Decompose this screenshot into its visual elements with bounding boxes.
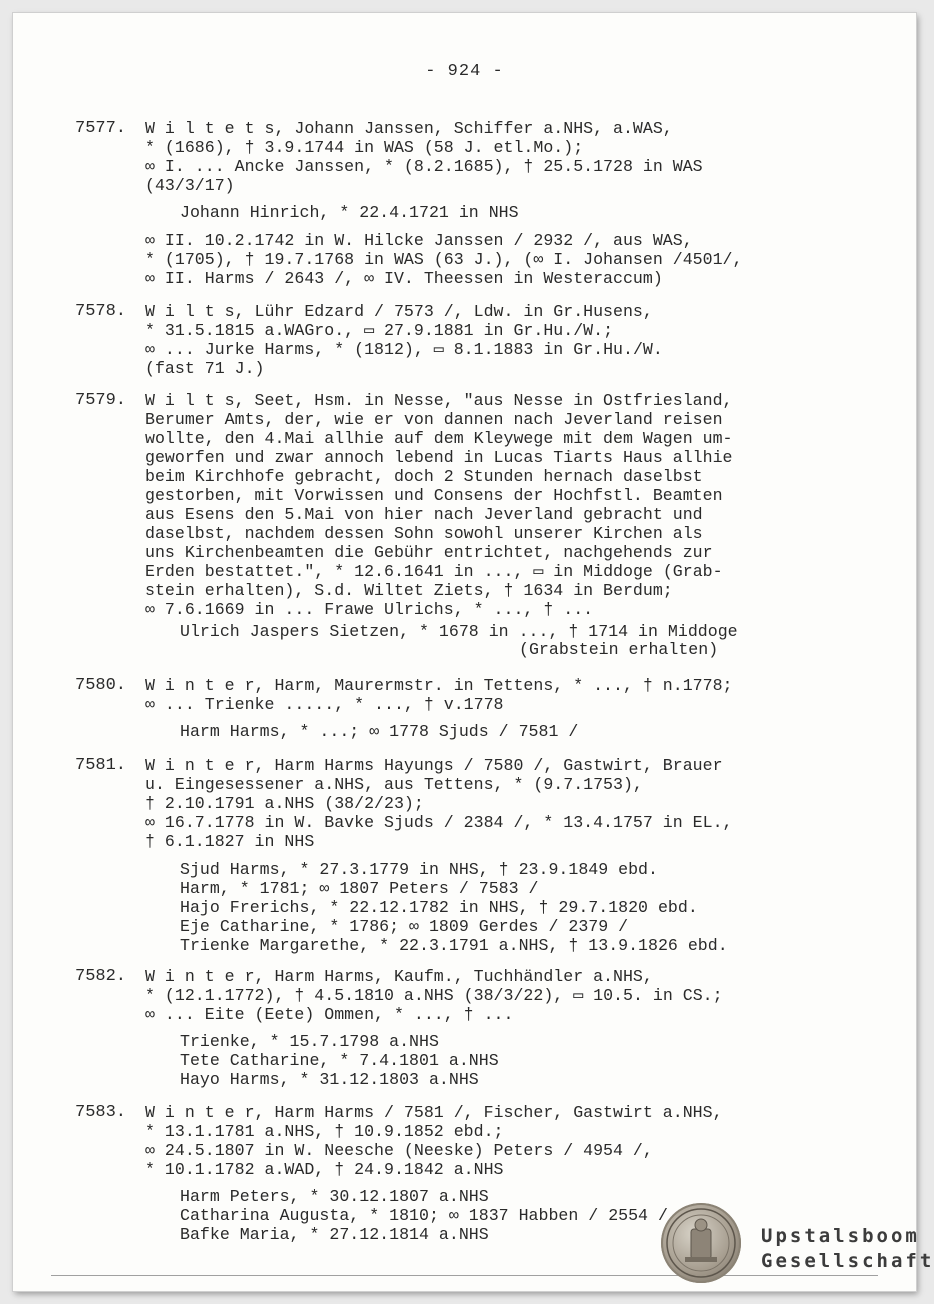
entry-line: ∞ ... Trienke ....., * ..., † v.1778	[145, 695, 504, 714]
child-line: Harm Peters, * 30.12.1807 a.NHS	[180, 1187, 489, 1206]
entry-line: W i n t e r, Harm Harms, Kaufm., Tuchhändler a.NHS,	[145, 967, 653, 986]
entry-number: 7582.	[75, 967, 127, 986]
entry-line: u. Eingesessener a.NHS, aus Tettens, * (9.7.1753),	[145, 775, 643, 794]
child-line: Bafke Maria, * 27.12.1814 a.NHS	[180, 1225, 489, 1244]
entry-number: 7578.	[75, 302, 127, 321]
entry-line: W i n t e r, Harm, Maurermstr. in Tettens, * ..., † n.1778;	[145, 676, 733, 695]
child-line: Trienke, * 15.7.1798 a.NHS	[180, 1032, 439, 1051]
entry-line: † 2.10.1791 a.NHS (38/2/23);	[145, 794, 424, 813]
entry-line: daselbst, nachdem dessen Sohn sowohl unserer Kirchen als	[145, 524, 703, 543]
entry-number: 7583.	[75, 1103, 127, 1122]
entry-line: Berumer Amts, der, wie er von dannen nach Jeverland reisen	[145, 410, 723, 429]
entry-line: (fast 71 J.)	[145, 359, 265, 378]
child-line: Hayo Harms, * 31.12.1803 a.NHS	[180, 1070, 479, 1089]
entry-line: * (12.1.1772), † 4.5.1810 a.NHS (38/3/22), ▭ 10.5. in CS.;	[145, 986, 723, 1005]
entry-line: wollte, den 4.Mai allhie auf dem Kleywege mit dem Wagen um-	[145, 429, 733, 448]
child-line: Harm Harms, * ...; ∞ 1778 Sjuds / 7581 /	[180, 722, 579, 741]
entry-number: 7581.	[75, 756, 127, 775]
entry-line: ∞ II. Harms / 2643 /, ∞ IV. Theessen in Westeraccum)	[145, 269, 663, 288]
entry-line: ∞ ... Eite (Eete) Ommen, * ..., † ...	[145, 1005, 514, 1024]
child-line: Johann Hinrich, * 22.4.1721 in NHS	[180, 203, 519, 222]
child-line: Trienke Margarethe, * 22.3.1791 a.NHS, † 13.9.1826 ebd.	[180, 936, 728, 955]
child-line: Hajo Frerichs, * 22.12.1782 in NHS, † 29.7.1820 ebd.	[180, 898, 698, 917]
child-line: Eje Catharine, * 1786; ∞ 1809 Gerdes / 2379 /	[180, 917, 629, 936]
society-logo	[661, 1203, 934, 1283]
entry-line: W i n t e r, Harm Harms Hayungs / 7580 /, Gastwirt, Brauer	[145, 756, 723, 775]
child-line: Catharina Augusta, * 1810; ∞ 1837 Habben / 2554 /	[180, 1206, 668, 1225]
child-line: Sjud Harms, * 27.3.1779 in NHS, † 23.9.1849 ebd.	[180, 860, 658, 879]
entry-line: aus Esens den 5.Mai von hier nach Jeverland gebracht und	[145, 505, 703, 524]
entry-line: * 10.1.1782 a.WAD, † 24.9.1842 a.NHS	[145, 1160, 504, 1179]
entry-line: W i l t s, Lühr Edzard / 7573 /, Ldw. in Gr.Husens,	[145, 302, 653, 321]
entry-line: W i l t s, Seet, Hsm. in Nesse, "aus Nesse in Ostfriesland,	[145, 391, 733, 410]
brand-name-line2: Gesellschaft	[761, 1250, 934, 1272]
seal-icon	[661, 1203, 741, 1283]
child-line: Ulrich Jaspers Sietzen, * 1678 in ..., † 1714 in Middoge	[180, 622, 738, 641]
entry-line: ∞ II. 10.2.1742 in W. Hilcke Janssen / 2932 /, aus WAS,	[145, 231, 693, 250]
entry-number: 7580.	[75, 676, 127, 695]
entry-line: ∞ 16.7.1778 in W. Bavke Sjuds / 2384 /, * 13.4.1757 in EL.,	[145, 813, 733, 832]
entry-line: * (1686), † 3.9.1744 in WAS (58 J. etl.Mo.);	[145, 138, 584, 157]
page-number: - 924 -	[425, 62, 504, 81]
child-line: Tete Catharine, * 7.4.1801 a.NHS	[180, 1051, 499, 1070]
entry-line: beim Kirchhofe gebracht, doch 2 Stunden hernach daselbst	[145, 467, 703, 486]
entry-line: stein erhalten), S.d. Wiltet Ziets, † 1634 in Berdum;	[145, 581, 673, 600]
entry-line: (43/3/17)	[145, 176, 235, 195]
entry-line: ∞ I. ... Ancke Janssen, * (8.2.1685), † 25.5.1728 in WAS	[145, 157, 703, 176]
entry-line: * 31.5.1815 a.WAGro., ▭ 27.9.1881 in Gr.Hu./W.;	[145, 321, 614, 340]
brand-name-line1: Upstalsboom	[761, 1225, 920, 1247]
child-line: Harm, * 1781; ∞ 1807 Peters / 7583 /	[180, 879, 539, 898]
entry-line: W i n t e r, Harm Harms / 7581 /, Fischer, Gastwirt a.NHS,	[145, 1103, 723, 1122]
entry-line: ∞ 7.6.1669 in ... Frawe Ulrichs, * ..., † ...	[145, 600, 594, 619]
entry-line: * 13.1.1781 a.NHS, † 10.9.1852 ebd.;	[145, 1122, 504, 1141]
entry-line: † 6.1.1827 in NHS	[145, 832, 315, 851]
entry-number: 7577.	[75, 119, 127, 138]
entry-number: 7579.	[75, 391, 127, 410]
entry-line: W i l t e t s, Johann Janssen, Schiffer a.NHS, a.WAS,	[145, 119, 673, 138]
entry-line: uns Kirchenbeamten die Gebühr entrichtet, nachgehends zur	[145, 543, 713, 562]
entry-line: ∞ 24.5.1807 in W. Neesche (Neeske) Peters / 4954 /,	[145, 1141, 653, 1160]
child-line: (Grabstein erhalten)	[519, 640, 719, 659]
entry-line: Erden bestattet.", * 12.6.1641 in ..., ▭ in Middoge (Grab-	[145, 562, 723, 581]
document-page	[13, 13, 934, 1291]
entry-line: * (1705), † 19.7.1768 in WAS (63 J.), (∞ I. Johansen /4501/,	[145, 250, 743, 269]
entry-line: gestorben, mit Vorwissen und Consens der Hochfstl. Beamten	[145, 486, 723, 505]
entry-line: geworfen und zwar annoch lebend in Lucas Tiarts Haus allhie	[145, 448, 733, 467]
entry-line: ∞ ... Jurke Harms, * (1812), ▭ 8.1.1883 in Gr.Hu./W.	[145, 340, 663, 359]
